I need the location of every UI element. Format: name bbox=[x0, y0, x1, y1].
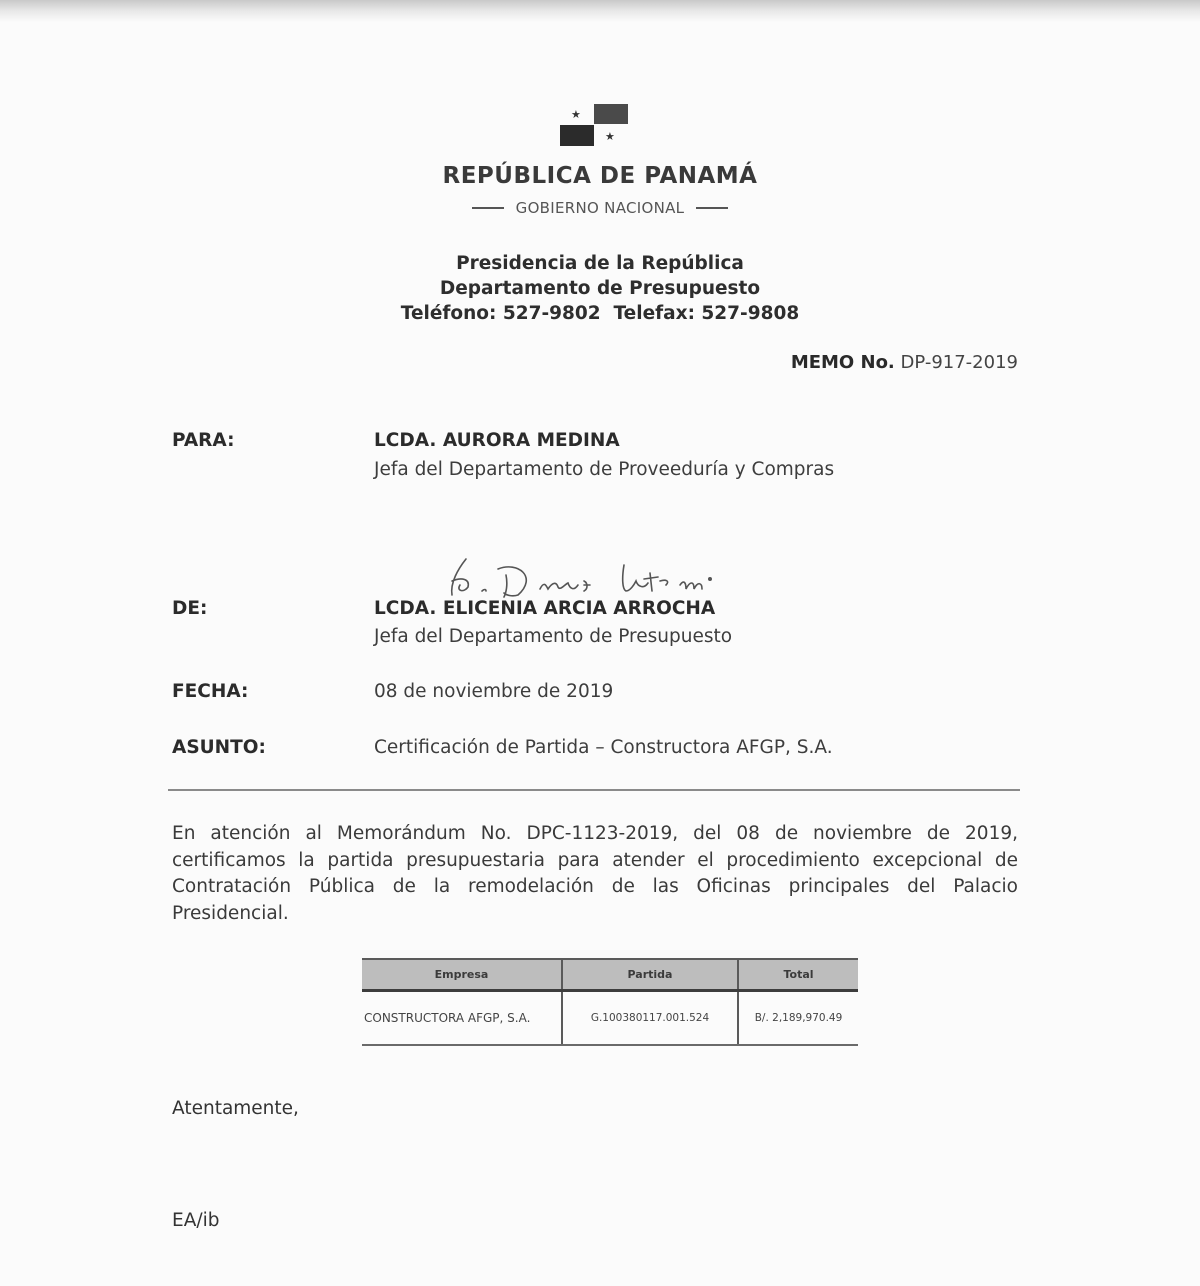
office-name: Presidencia de la República bbox=[456, 253, 744, 274]
certification-table bbox=[362, 958, 858, 1046]
cell-empresa: CONSTRUCTORA AFGP, S.A. bbox=[362, 990, 562, 1045]
divider-dash bbox=[696, 207, 728, 209]
recipient-title: Jefa del Departamento de Proveeduría y Compras bbox=[374, 459, 835, 480]
country-heading: REPÚBLICA DE PANAMÁ bbox=[442, 163, 758, 189]
subject-value: Certificación de Partida – Constructora AFGP, S.A. bbox=[374, 737, 833, 758]
table-row bbox=[362, 990, 858, 1045]
sender-title: Jefa del Departamento de Presupuesto bbox=[374, 626, 733, 647]
department-block bbox=[0, 251, 1200, 326]
star-icon: ★ bbox=[571, 108, 581, 121]
department-name: Departamento de Presupuesto bbox=[439, 278, 761, 299]
memo-value: DP-917-2019 bbox=[900, 352, 1018, 373]
cell-partida: G.100380117.001.524 bbox=[562, 990, 738, 1045]
flag-rectangle-top bbox=[594, 104, 628, 124]
column-header-empresa: Empresa bbox=[362, 959, 562, 990]
date-value: 08 de noviembre de 2019 bbox=[374, 681, 614, 702]
panama-flag-icon bbox=[556, 100, 632, 150]
star-icon: ★ bbox=[605, 130, 615, 143]
flag-rectangle-bottom bbox=[560, 125, 594, 146]
body-paragraph: En atención al Memorándum No. DPC-1123-2019, del 08 de noviembre de 2019, certificamos la partida presupuestaria para atender el procedimiento excepcional de Contratación Pública de la remodelación de las Oficinas principales del Palacio Presidencial. bbox=[172, 823, 1018, 924]
memo-label: MEMO No. bbox=[790, 352, 895, 373]
column-header-total: Total bbox=[738, 959, 858, 990]
government-subheading bbox=[0, 199, 1200, 217]
recipient-name: LCDA. AURORA MEDINA bbox=[374, 430, 620, 451]
divider-dash bbox=[472, 207, 504, 209]
government-label: GOBIERNO NACIONAL bbox=[515, 199, 685, 217]
asunto-label: ASUNTO: bbox=[172, 737, 266, 758]
closing-salutation: Atentamente, bbox=[172, 1098, 299, 1119]
header-divider bbox=[168, 789, 1020, 791]
sender-name: LCDA. ELICENIA ARCIA ARROCHA bbox=[374, 598, 716, 619]
column-header-partida: Partida bbox=[562, 959, 738, 990]
memo-number bbox=[791, 352, 1018, 373]
contact-numbers: Teléfono: 527-9802 Telefax: 527-9808 bbox=[400, 303, 800, 324]
table-header-row bbox=[362, 959, 858, 990]
para-label: PARA: bbox=[172, 430, 235, 451]
cell-total: B/. 2,189,970.49 bbox=[738, 990, 858, 1045]
fecha-label: FECHA: bbox=[172, 681, 249, 702]
reference-initials: EA/ib bbox=[172, 1210, 220, 1231]
de-label: DE: bbox=[172, 598, 208, 619]
